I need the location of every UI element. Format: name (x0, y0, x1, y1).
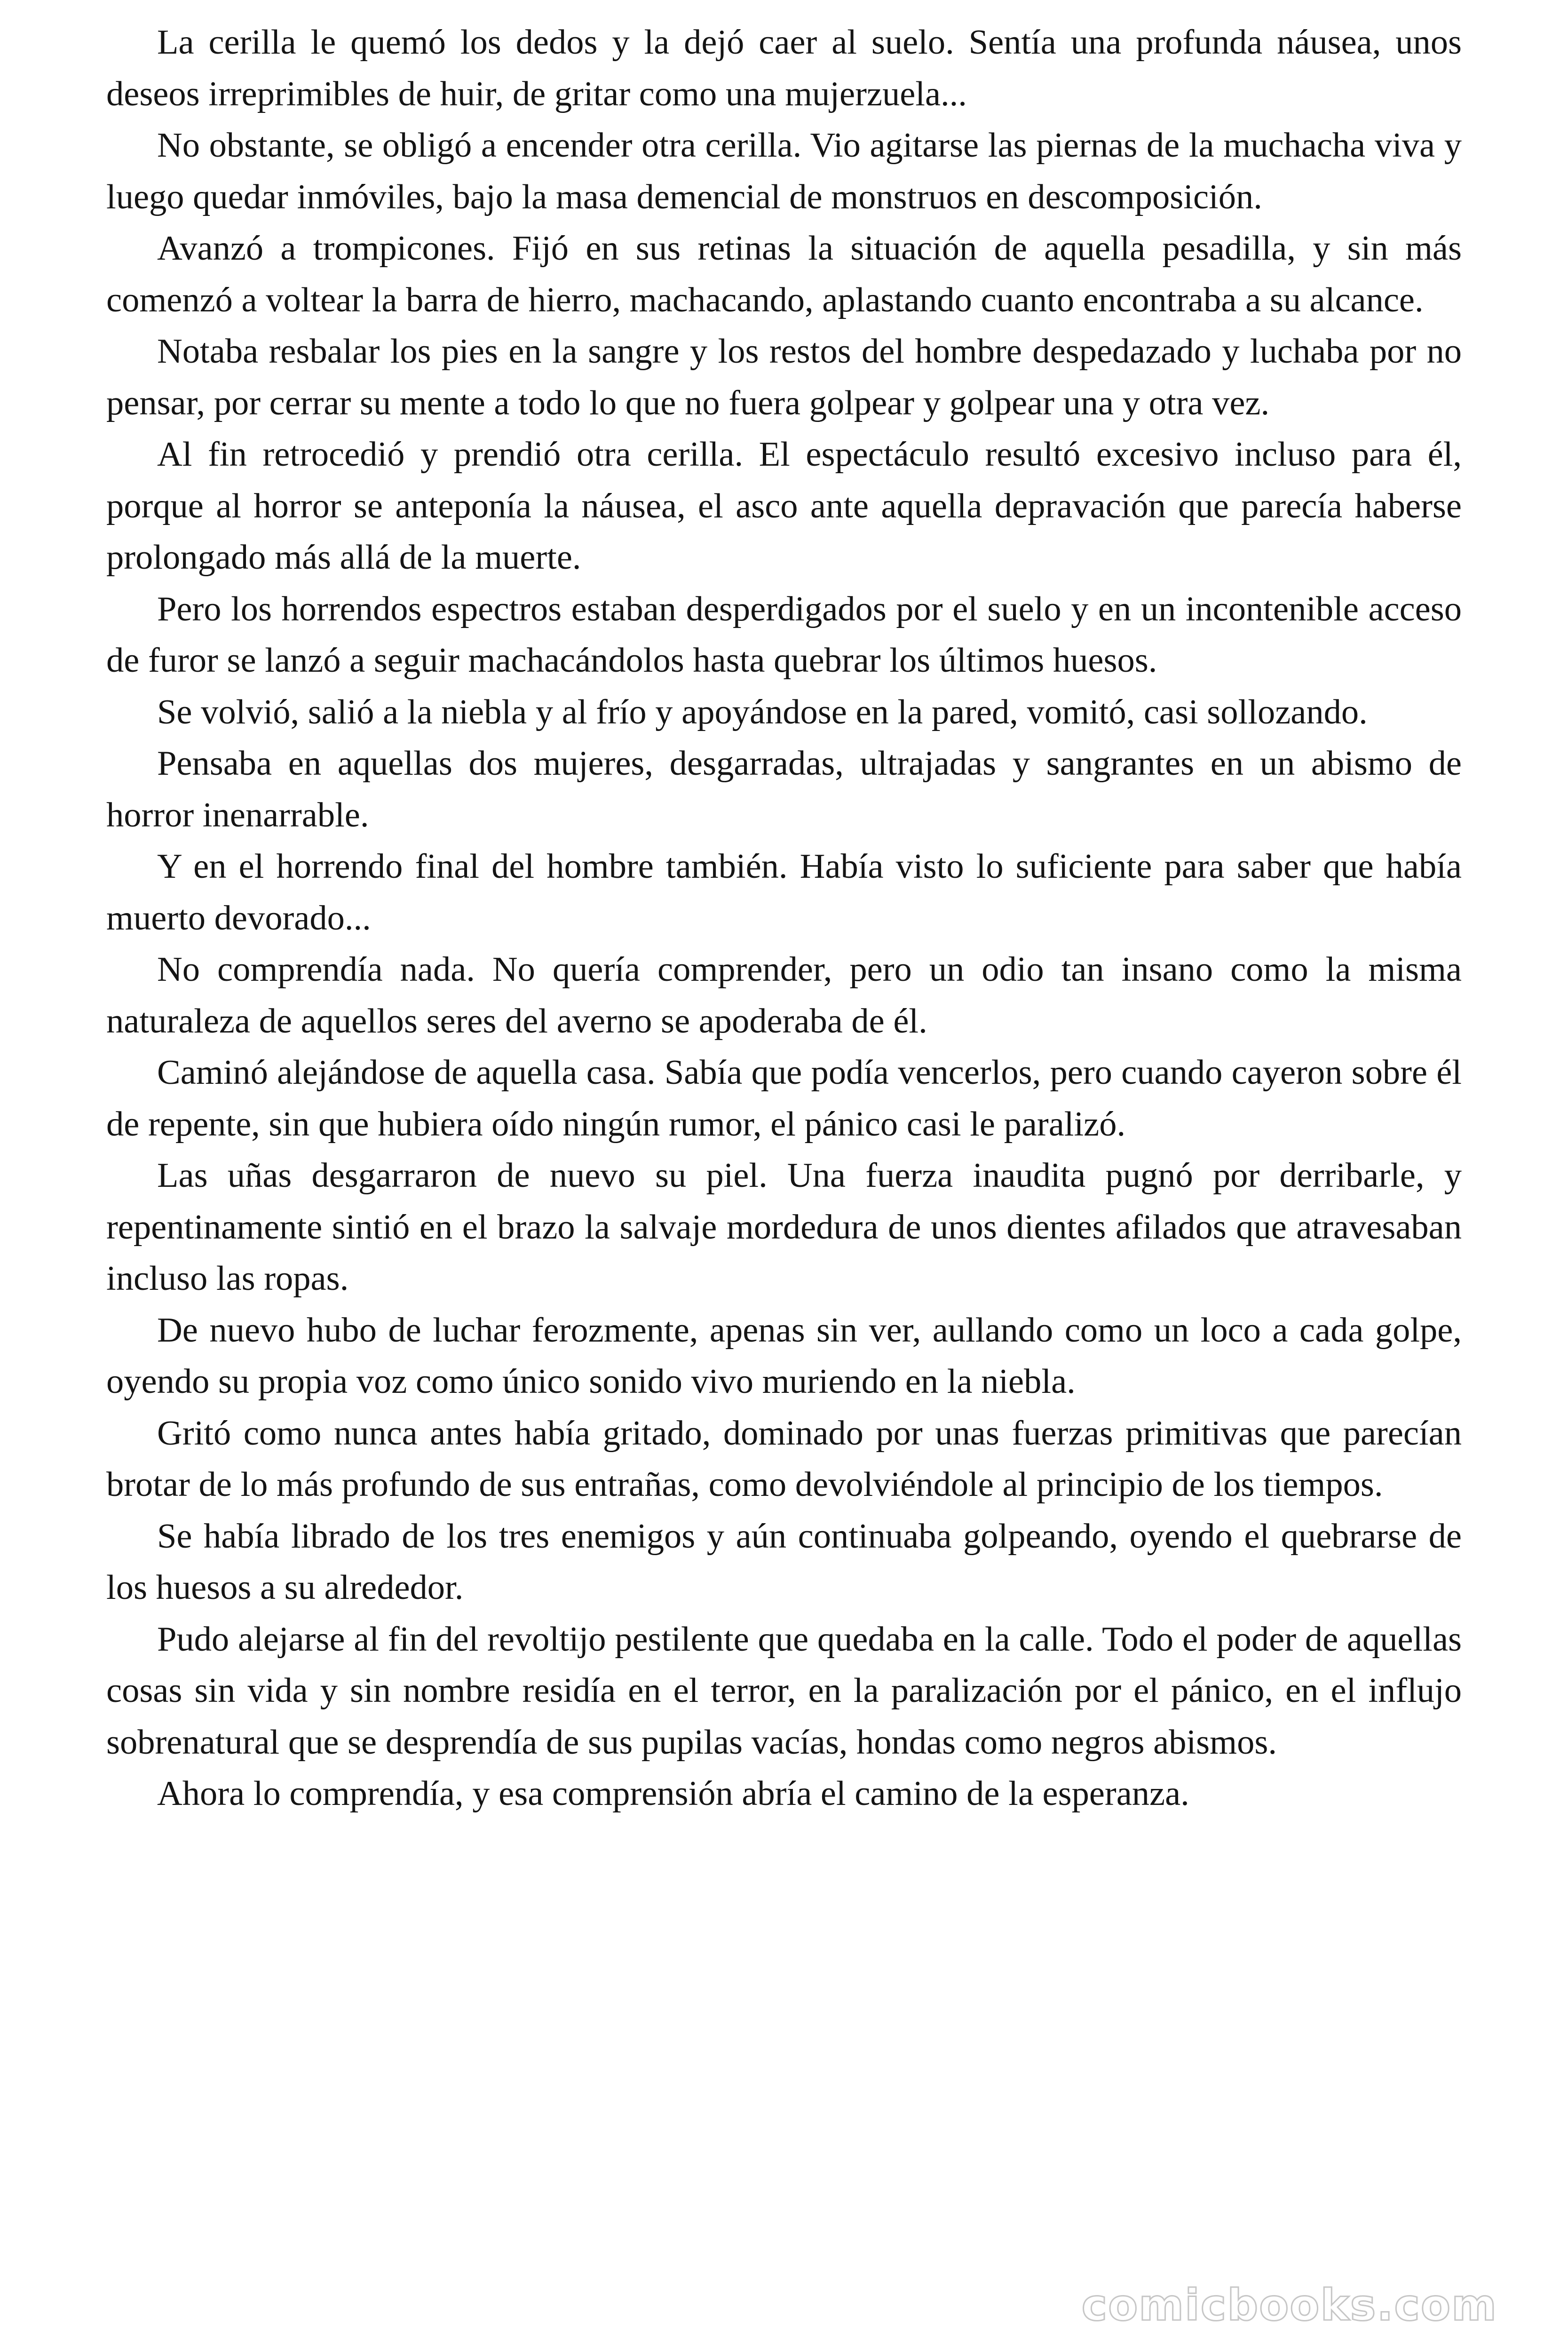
paragraph: Se había librado de los tres enemigos y aún continuaba golpeando, oyendo el quebrarse de los huesos a su alrededor. (106, 1517, 1462, 1607)
paragraph: Pensaba en aquellas dos mujeres, desgarradas, ultrajadas y sangrantes en un abismo de horror inenarrable. (106, 744, 1462, 834)
paragraph: Pero los horrendos espectros estaban desperdigados por el suelo y en un incontenible acceso de furor se lanzó a seguir machacándolos hasta quebrar los últimos huesos. (106, 589, 1462, 680)
paragraph: Al fin retrocedió y prendió otra cerilla. El espectáculo resultó excesivo incluso para él, porque al horror se anteponía la náusea, el asco ante aquella depravación que parecía haberse prolongado más allá de la muerte. (106, 435, 1462, 577)
paragraph: Se volvió, salió a la niebla y al frío y apoyándose en la pared, vomitó, casi sollozando. (157, 692, 1368, 731)
paragraph: De nuevo hubo de luchar ferozmente, apenas sin ver, aullando como un loco a cada golpe, oyendo su propia voz como único sonido vivo muriendo en la niebla. (106, 1311, 1462, 1401)
paragraph: Notaba resbalar los pies en la sangre y los restos del hombre despedazado y luchaba por no pensar, por cerrar su mente a todo lo que no fuera golpear y golpear una y otra vez. (106, 332, 1462, 422)
paragraph: No obstante, se obligó a encender otra cerilla. Vio agitarse las piernas de la muchacha viva y luego quedar inmóviles, bajo la masa demencial de monstruos en descomposición. (106, 126, 1462, 216)
paragraph: Y en el horrendo final del hombre también. Había visto lo suficiente para saber que había muerto devorado... (106, 847, 1462, 938)
paragraph: Gritó como nunca antes había gritado, dominado por unas fuerzas primitivas que parecían brotar de lo más profundo de sus entrañas, como devolviéndole al principio de los tiempos. (106, 1414, 1462, 1504)
watermark-logo: comicbooks.com (1081, 2280, 1497, 2330)
paragraph: No comprendía nada. No quería comprender, pero un odio tan insano como la misma naturaleza de aquellos seres del averno se apoderaba de él. (106, 950, 1462, 1041)
paragraph: Ahora lo comprendía, y esa comprensión abría el camino de la esperanza. (157, 1774, 1189, 1813)
paragraph: Pudo alejarse al fin del revoltijo pestilente que quedaba en la calle. Todo el poder de aquellas cosas sin vida y sin nombre residía en el terror, en la paralización por el pánico, en el influjo sobrenatural que se desprendía de sus pupilas vacías, hondas como negros abismos. (106, 1620, 1462, 1762)
page-body-text (106, 17, 1462, 1820)
paragraph: Caminó alejándose de aquella casa. Sabía que podía vencerlos, pero cuando cayeron sobre él de repente, sin que hubiera oído ningún rumor, el pánico casi le paralizó. (106, 1053, 1462, 1144)
paragraph: Las uñas desgarraron de nuevo su piel. Una fuerza inaudita pugnó por derribarle, y repentinamente sintió en el brazo la salvaje mordedura de unos dientes afilados que atravesaban incluso las ropas. (106, 1156, 1462, 1298)
paragraph: La cerilla le quemó los dedos y la dejó caer al suelo. Sentía una profunda náusea, unos deseos irreprimibles de huir, de gritar como una mujerzuela... (106, 23, 1462, 113)
paragraph: Avanzó a trompicones. Fijó en sus retinas la situación de aquella pesadilla, y sin más comenzó a voltear la barra de hierro, machacando, aplastando cuanto encontraba a su alcance. (106, 229, 1462, 319)
